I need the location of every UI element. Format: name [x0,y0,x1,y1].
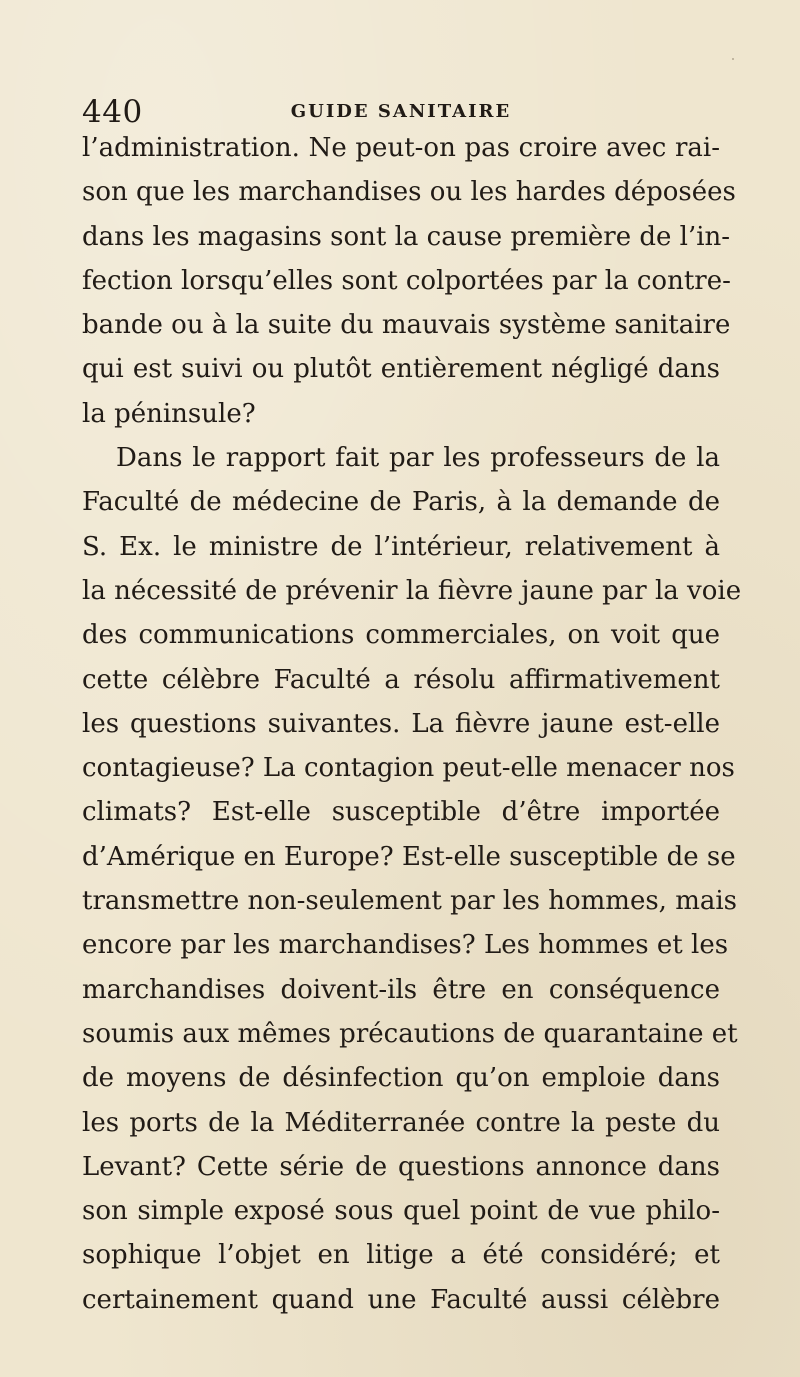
body-text [82,126,742,1322]
page-number: 440 [82,94,143,130]
text-line: dans les magasins sont la cause première de l’in- [82,221,731,252]
text-line: qui est suivi ou plutôt entièrement négligé dans [82,354,720,385]
running-title: GUIDE SANITAIRE [290,101,512,122]
paper-speck [140,1120,142,1122]
text-line: contagieuse? La contagion peut-elle menacer nos [82,753,735,784]
text-line: transmettre non-seulement par les hommes, mais [82,886,738,917]
text-line: Faculté de médecine de Paris, à la demande de [82,487,720,518]
text-line: cette célèbre Faculté a résolu affirmativement [82,664,720,695]
text-line: de moyens de désinfection qu’on emploie dans [82,1063,720,1094]
text-line: soumis aux mêmes précautions de quarantaine et [82,1018,738,1049]
text-line: la péninsule? [82,398,256,429]
text-line: l’administration. Ne peut-on pas croire avec rai- [82,133,720,163]
text-line: les questions suivantes. La fièvre jaune est-elle [82,708,720,739]
text-line: certainement quand une Faculté aussi célèbre [82,1284,720,1315]
text-line: la nécessité de prévenir la fièvre jaune par la voie [82,575,742,606]
text-line: son simple exposé sous quel point de vue philo- [82,1196,720,1227]
text-line: S. Ex. le ministre de l’intérieur, relativement à [82,531,720,562]
text-line: des communications commerciales, on voit que [82,620,720,651]
text-line: bande ou à la suite du mauvais système sanitaire [82,310,731,341]
text-line: Levant? Cette série de questions annonce dans [82,1151,720,1182]
text-line: Dans le rapport fait par les professeurs de la [116,443,720,474]
text-line: les ports de la Méditerranée contre la peste du [82,1107,720,1138]
text-line: sophique l’objet en litige a été considéré; et [82,1240,720,1271]
text-line: d’Amérique en Europe? Est-elle susceptible de se [82,841,736,872]
text-line: son que les marchandises ou les hardes déposées [82,177,736,208]
text-line: marchandises doivent-ils être en conséquence [82,974,720,1005]
text-line: encore par les marchandises? Les hommes et les [82,930,729,961]
text-line: fection lorsqu’elles sont colportées par la contre- [82,265,731,296]
text-line: climats? Est-elle susceptible d’être importée [82,797,720,828]
paper-speck [706,1298,708,1300]
paper-speck [732,58,734,60]
